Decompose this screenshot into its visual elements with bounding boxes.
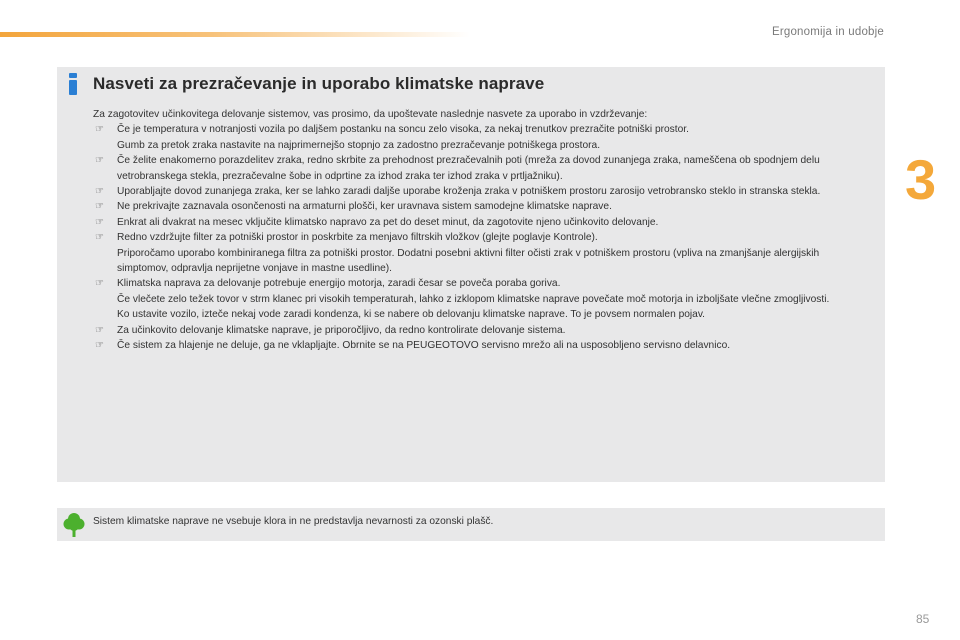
tip-item	[93, 199, 873, 214]
pointing-hand-bullet-icon: ☞	[95, 124, 104, 136]
tip-item	[93, 122, 873, 153]
tip-text: Klimatska naprava za delovanje potrebuje energijo motorja, zaradi česar se poveča poraba goriva.	[117, 278, 561, 290]
tip-item	[93, 184, 873, 199]
tip-text: Ko ustavite vozilo, izteče nekaj vode zaradi kondenza, ki se nabere ob delovanju klimatske naprave. To je povsem normalen pojav.	[117, 309, 706, 321]
tip-text: Če sistem za hlajenje ne deluje, ga ne vklapljajte. Obrnite se na PEUGEOTOVO servisno mrežo ali na usposobljeno servisno delavnico.	[117, 340, 731, 352]
tip-text: Če želite enakomerno porazdelitev zraka, redno skrbite za prehodnost prezračevalnih poti (mreža za dovod zunanjega zraka, nameščena ob spodnjem delu vetrobranskega stekla, prezračevalne šobe in odprtine za izhod zraka ter izhod zraka v prtljažniku).	[117, 155, 820, 182]
pointing-hand-bullet-icon: ☞	[95, 232, 104, 244]
tree-icon	[63, 512, 85, 538]
info-box-title: Nasveti za prezračevanje in uporabo klimatske naprave	[93, 74, 545, 93]
pointing-hand-bullet-icon: ☞	[95, 324, 104, 336]
tip-item	[93, 153, 873, 184]
tip-text: Če vlečete zelo težek tovor v strm klanec pri visokih temperaturah, lahko z izklopom klimatske naprave povečate moč motorja in izboljšate vlečne zmogljivosti.	[117, 293, 830, 305]
tip-text: Če je temperatura v notranjosti vozila po daljšem postanku na soncu zelo visoka, za nekaj trenutkov prezračite potniški prostor.	[117, 124, 689, 136]
info-box-body	[93, 107, 873, 354]
eco-note-box	[57, 508, 885, 541]
pointing-hand-bullet-icon: ☞	[95, 186, 104, 198]
tip-text: Ne prekrivajte zaznavala osončenosti na armaturni plošči, ker uravnava sistem samodejne klimatske naprave.	[117, 201, 612, 213]
tip-item	[93, 323, 873, 338]
page-number: 85	[916, 612, 930, 626]
info-box	[57, 67, 885, 482]
section-title: Ergonomija in udobje	[771, 26, 884, 38]
tip-item	[93, 215, 873, 230]
pointing-hand-bullet-icon: ☞	[95, 340, 104, 352]
pointing-hand-bullet-icon: ☞	[95, 278, 104, 290]
tip-text: Priporočamo uporabo kombiniranega filtra za potniški prostor. Dodatni posebni aktivni filter očisti zrak v potniškem prostoru (vpliva na zmanjšanje alergijskih simptomov, odpravlja neprijetne vonjave in mastne usedline).	[117, 247, 820, 275]
pointing-hand-bullet-icon: ☞	[95, 216, 104, 228]
info-box-intro: Za zagotovitev učinkovitega delovanje sistemov, vas prosimo, da upoštevate naslednje nasvete za uporabo in vzdrževanje:	[93, 109, 648, 120]
tips-list	[93, 122, 873, 353]
pointing-hand-bullet-icon: ☞	[95, 201, 104, 213]
eco-note-text: Sistem klimatske naprave ne vsebuje klora in ne predstavlja nevarnosti za ozonski plašč.	[93, 516, 494, 527]
tip-item	[93, 338, 873, 353]
tip-text: Redno vzdržujte filter za potniški prostor in poskrbite za menjavo filtrskih vložkov (glejte poglavje Kontrole).	[117, 232, 598, 244]
tip-text: Uporabljajte dovod zunanjega zraka, ker se lahko zaradi daljše uporabe kroženja zraka v potniškem prostoru zarosijo vetrobransko steklo in stranska stekla.	[117, 186, 821, 198]
top-accent-bar	[0, 32, 470, 37]
tip-text: Gumb za pretok zraka nastavite na najprimernejšo stopnjo za zadostno prezračevanje potniškega prostora.	[117, 139, 601, 151]
info-icon	[69, 73, 77, 95]
chapter-number: 3	[905, 148, 937, 211]
tip-item	[93, 276, 873, 322]
tip-text: Enkrat ali dvakrat na mesec vključite klimatsko napravo za pet do deset minut, da zagotovite njeno učinkovito delovanje.	[117, 216, 659, 228]
pointing-hand-bullet-icon: ☞	[95, 155, 104, 167]
tip-item	[93, 230, 873, 276]
tip-text: Za učinkovito delovanje klimatske naprave, je priporočljivo, da redno kontrolirate delovanje sistema.	[117, 324, 566, 336]
